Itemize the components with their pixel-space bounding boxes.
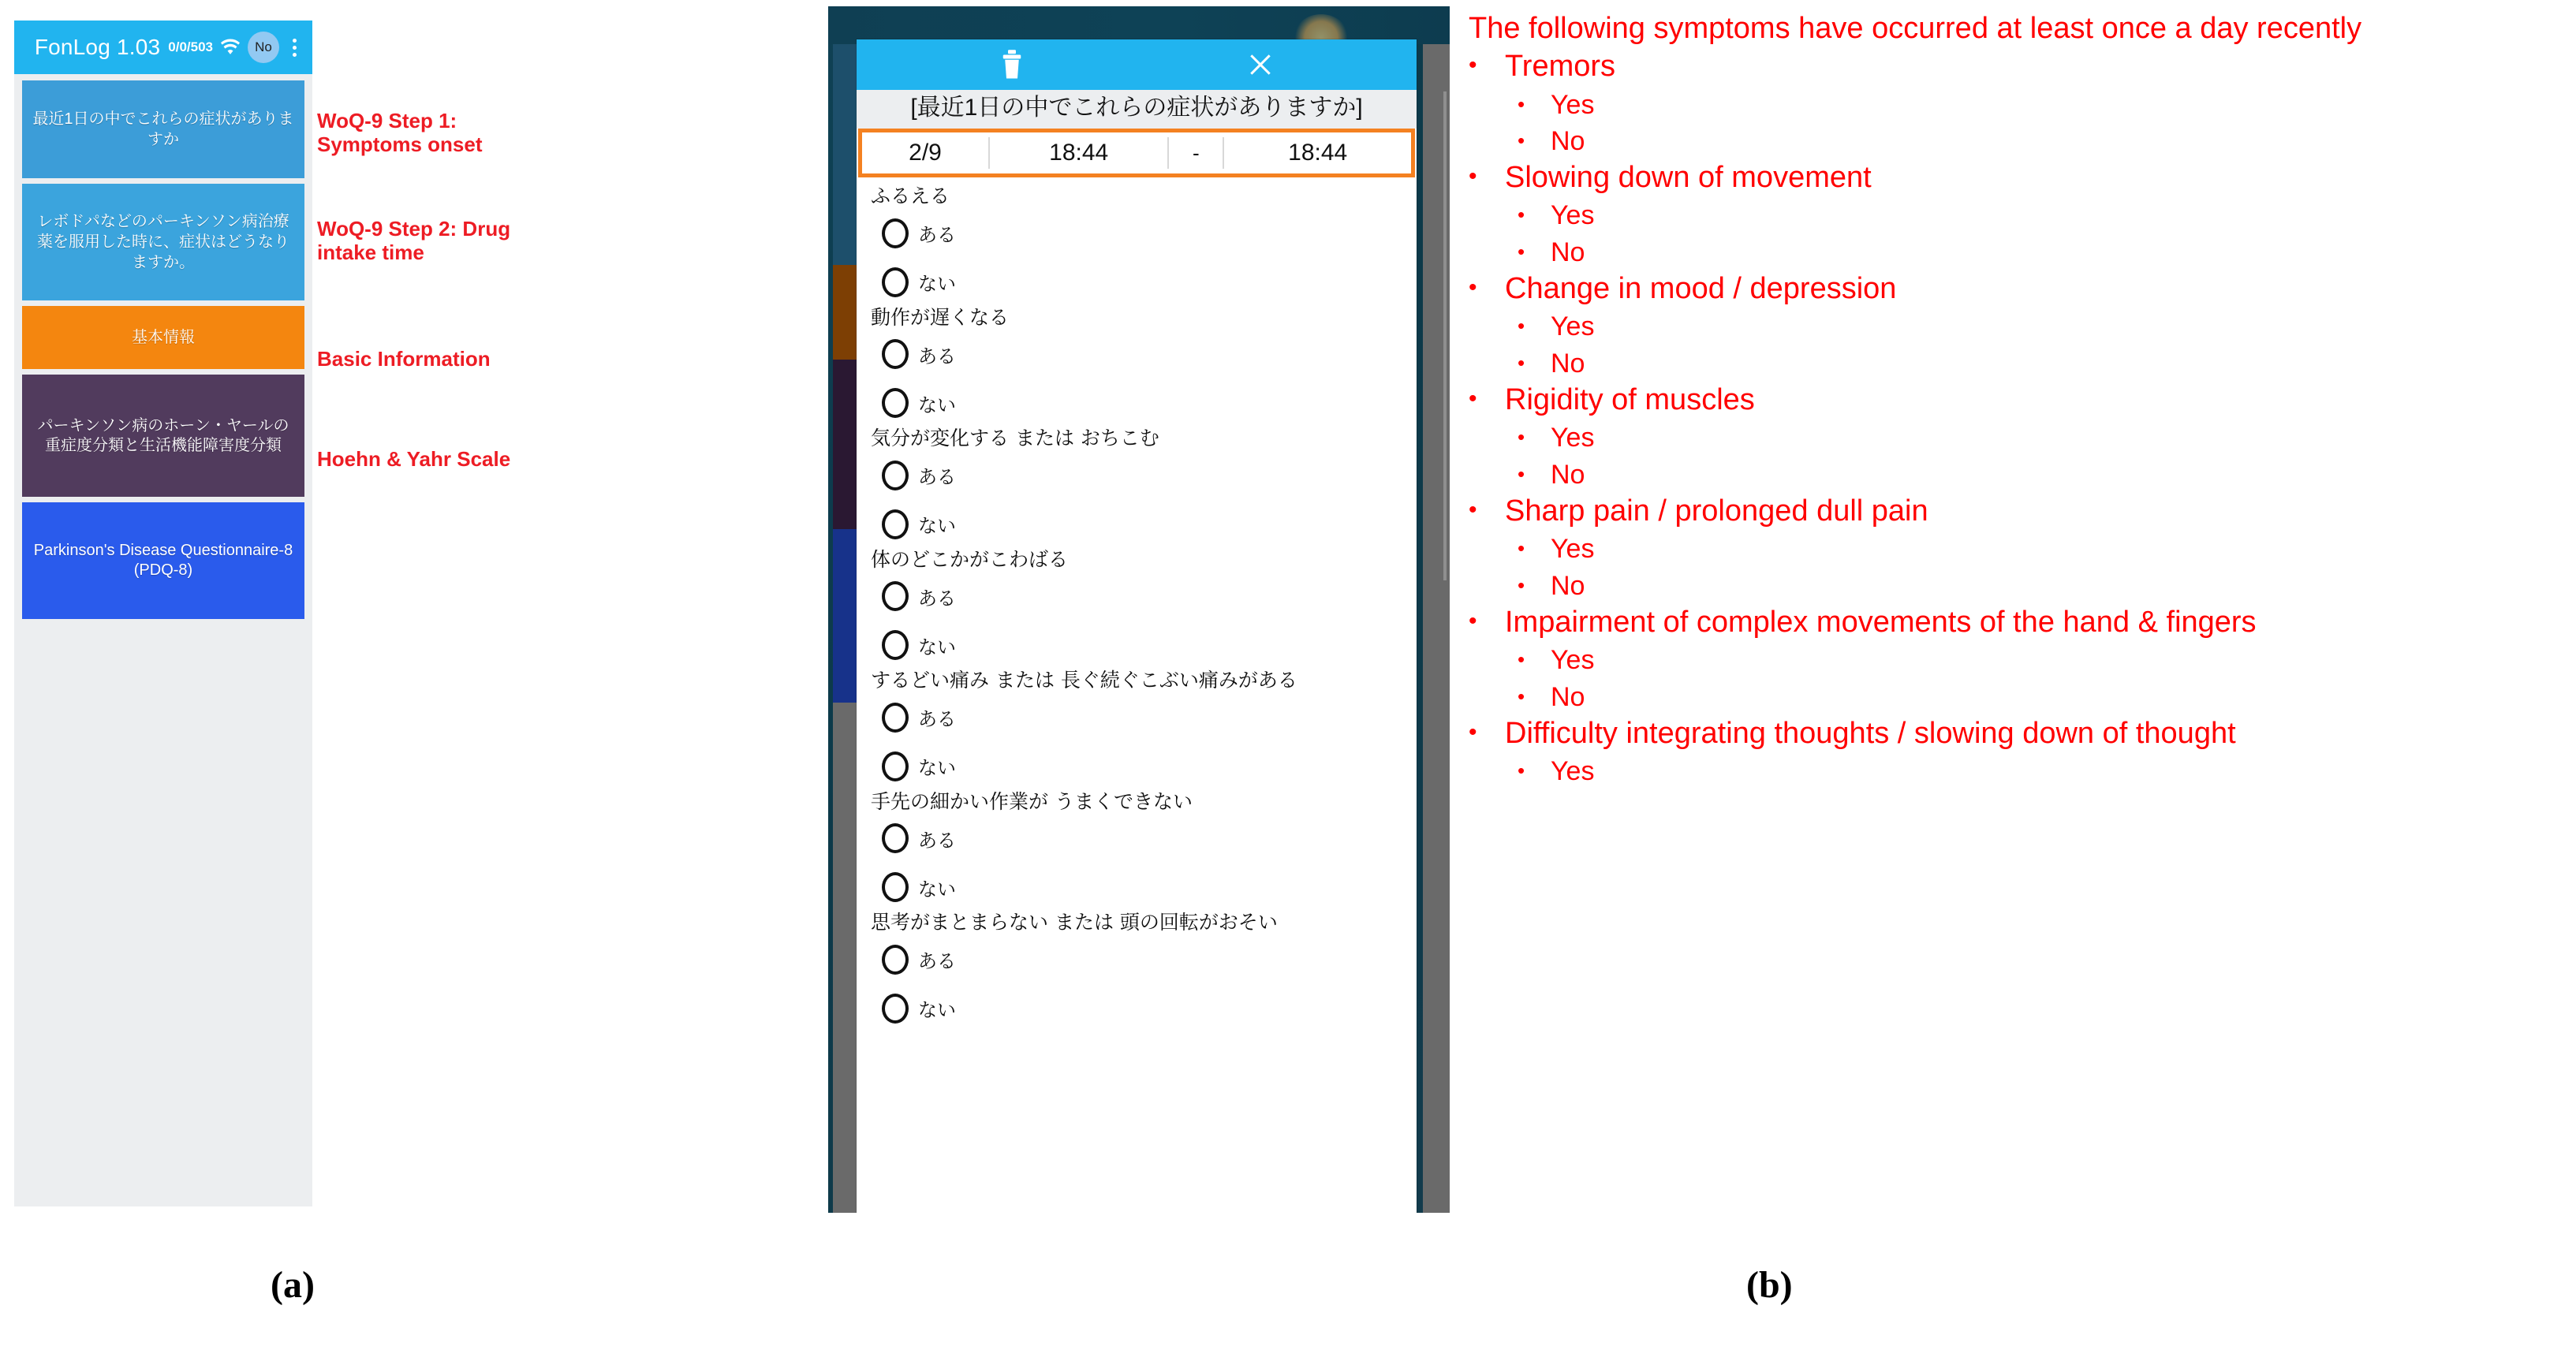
annotation-symptom-mood-depression — [1469, 271, 2567, 306]
strip-navy — [833, 529, 857, 703]
annotation-basic-information: Basic Information — [317, 347, 491, 371]
annotation-option — [1469, 682, 2567, 713]
radio-circle-icon[interactable] — [882, 388, 909, 418]
radio-option-label: ない — [918, 878, 956, 901]
radio-circle-icon[interactable] — [882, 267, 909, 297]
annotation-option-label: Yes — [1551, 756, 1595, 787]
radio-option[interactable] — [871, 572, 1417, 621]
annotation-option-label: No — [1551, 681, 1585, 712]
annotation-option-label: Yes — [1551, 423, 1595, 453]
bullet-glyph: • — [1518, 684, 1525, 708]
annotation-option — [1469, 571, 2567, 602]
bullet-glyph: • — [1518, 536, 1525, 561]
dialog-toolbar — [857, 39, 1417, 90]
panel-b-dialog-screenshot — [828, 6, 1450, 1213]
annotation-option — [1469, 311, 2567, 342]
radio-circle-icon[interactable] — [882, 461, 909, 490]
annotation-hoehn-yahr: Hoehn & Yahr Scale — [317, 447, 511, 471]
annotation-intro: The following symptoms have occurred at least once a day recently — [1469, 12, 2362, 45]
annotation-symptom-hand-fingers — [1469, 605, 2567, 640]
radio-option[interactable] — [871, 621, 1417, 669]
annotation-symptom-label: Difficulty integrating thoughts / slowing down of thought — [1505, 717, 2236, 751]
annotation-option — [1469, 349, 2567, 379]
annotation-option-label: Yes — [1551, 200, 1595, 231]
list-item-label: 最近1日の中でこれらの症状がありますか — [32, 110, 294, 148]
annotation-symptom-slowing-movement — [1469, 160, 2567, 195]
list-item-label: パーキンソン病のホーン・ヤールの重症度分類と生活機能障害度分類 — [37, 416, 289, 454]
question-label: 気分が変化する または おちこむ — [871, 427, 1159, 450]
bullet-glyph: • — [1518, 425, 1525, 449]
phone-frame-top — [828, 6, 1450, 44]
radio-circle-icon[interactable] — [882, 581, 909, 611]
list-item-label: 基本情報 — [132, 329, 195, 346]
radio-option[interactable] — [871, 863, 1417, 912]
annotation-symptom-tremors — [1469, 49, 2567, 84]
radio-circle-icon[interactable] — [882, 703, 909, 733]
question-label: ふるえる — [871, 185, 950, 208]
bullet-glyph: • — [1469, 52, 1477, 79]
list-item-label: レボドパなどのパーキンソン病治療薬を服用した時に、症状はどうなりますか。 — [37, 213, 289, 271]
annotation-option-label: Yes — [1551, 311, 1595, 342]
sync-status-chip[interactable] — [248, 32, 279, 63]
radio-option-label: ない — [918, 273, 956, 296]
annotation-option — [1469, 756, 2567, 787]
annotation-symptom-thought — [1469, 716, 2567, 751]
question-label: 思考がまとまらない または 頭の回転がおそい — [871, 911, 1278, 934]
bullet-glyph: • — [1518, 759, 1525, 783]
bullet-glyph: • — [1518, 350, 1525, 375]
symptom-question-list — [857, 177, 1417, 1033]
bullet-glyph: • — [1469, 274, 1477, 301]
radio-circle-icon[interactable] — [882, 945, 909, 975]
figure-caption-a: (a) — [271, 1264, 315, 1306]
annotation-option-label: No — [1551, 459, 1585, 490]
radio-circle-icon[interactable] — [882, 994, 909, 1024]
radio-circle-icon[interactable] — [882, 339, 909, 369]
radio-option[interactable] — [871, 330, 1417, 379]
figure-caption-b: (b) — [1746, 1264, 1793, 1306]
radio-option-label: ある — [918, 950, 956, 973]
scrollbar-thumb[interactable] — [1443, 91, 1447, 580]
annotation-option — [1469, 534, 2567, 565]
annotation-symptom-pain — [1469, 494, 2567, 528]
radio-option[interactable] — [871, 451, 1417, 500]
radio-option-label: ある — [918, 345, 956, 367]
bullet-glyph: • — [1469, 608, 1477, 635]
radio-circle-icon[interactable] — [882, 509, 909, 539]
close-x-icon[interactable] — [1247, 51, 1274, 78]
radio-circle-icon[interactable] — [882, 823, 909, 853]
annotation-option — [1469, 645, 2567, 676]
question-label: 体のどこかがこわばる — [871, 547, 1069, 571]
radio-option-label: ある — [918, 587, 956, 610]
radio-option[interactable] — [871, 258, 1417, 307]
questionnaire-list — [14, 74, 312, 619]
annotation-symptom-label: Change in mood / depression — [1505, 272, 1897, 306]
start-time-value[interactable]: 18:44 — [1049, 140, 1109, 166]
radio-option-label: ある — [918, 708, 956, 731]
kebab-menu-icon[interactable] — [286, 35, 303, 59]
radio-option-label: ない — [918, 393, 956, 416]
radio-option-label: ある — [918, 829, 956, 852]
annotation-symptom-label: Rigidity of muscles — [1505, 383, 1755, 417]
datetime-range-row[interactable] — [858, 129, 1415, 177]
strip-brown — [833, 265, 857, 360]
bullet-glyph: • — [1518, 91, 1525, 116]
radio-option[interactable] — [871, 693, 1417, 742]
radio-option[interactable] — [871, 379, 1417, 427]
bullet-glyph: • — [1518, 314, 1525, 338]
date-value[interactable]: 2/9 — [909, 140, 942, 166]
radio-option-label: ない — [918, 757, 956, 780]
app-bar — [14, 21, 312, 74]
scrollbar-track[interactable] — [1423, 44, 1450, 1213]
annotation-option-label: No — [1551, 348, 1585, 379]
question-label: 動作が遅くなる — [871, 305, 1010, 329]
symptom-entry-dialog — [857, 39, 1417, 1213]
annotation-symptom-label: Tremors — [1505, 50, 1616, 84]
question-label: するどい痛み または 長ぐ続ぐこぶい痛みがある — [871, 669, 1297, 692]
annotation-option-label: Yes — [1551, 89, 1595, 120]
wifi-icon — [220, 39, 248, 56]
time-range-separator: - — [1193, 140, 1200, 165]
bullet-glyph: • — [1518, 128, 1525, 152]
list-item-hoehn-yahr[interactable] — [22, 375, 304, 497]
annotation-option — [1469, 90, 2567, 121]
bullet-glyph: • — [1518, 239, 1525, 263]
radio-option[interactable] — [871, 209, 1417, 258]
annotation-symptom-rigidity — [1469, 382, 2567, 417]
annotation-woq9-step2: WoQ-9 Step 2: Drug intake time — [317, 217, 511, 265]
list-item-woq9-step2[interactable] — [22, 184, 304, 300]
radio-circle-icon[interactable] — [882, 630, 909, 660]
radio-circle-icon[interactable] — [882, 218, 909, 248]
bullet-glyph: • — [1469, 497, 1477, 524]
annotation-option-label: Yes — [1551, 645, 1595, 676]
annotation-option-label: No — [1551, 125, 1585, 156]
bullet-glyph: • — [1469, 386, 1477, 412]
background-color-strips — [833, 44, 857, 1213]
radio-option[interactable] — [871, 984, 1417, 1033]
bullet-glyph: • — [1518, 647, 1525, 672]
bullet-glyph: • — [1518, 572, 1525, 597]
radio-option[interactable] — [871, 500, 1417, 549]
annotation-woq9-step1: WoQ-9 Step 1: Symptoms onset — [317, 109, 483, 157]
panel-b-annotation-text — [1469, 11, 2567, 788]
radio-option-label: ある — [918, 466, 956, 489]
list-item-pdq8[interactable] — [22, 502, 304, 619]
radio-option-label: ない — [918, 515, 956, 538]
bullet-glyph: • — [1518, 461, 1525, 486]
annotation-option — [1469, 126, 2567, 157]
annotation-symptom-label: Sharp pain / prolonged dull pain — [1505, 494, 1928, 528]
app-title: FonLog 1.03 — [34, 35, 161, 59]
radio-circle-icon[interactable] — [882, 872, 909, 902]
annotation-symptom-label: Impairment of complex movements of the hand & fingers — [1505, 606, 2257, 640]
list-item-basic-information[interactable] — [22, 306, 304, 369]
strip-gray — [833, 703, 857, 1213]
panel-a-app-screenshot — [14, 21, 312, 1206]
strip-teal — [833, 44, 857, 265]
bullet-glyph: • — [1469, 719, 1477, 746]
sync-counter: 0/0/503 — [168, 39, 213, 54]
list-item-label: Parkinson's Disease Questionnaire-8 (PDQ-8) — [33, 542, 293, 579]
question-label: 手先の細かい作業が うまくできない — [871, 789, 1193, 813]
bullet-glyph: • — [1469, 163, 1477, 190]
sync-status-label: No — [255, 39, 272, 54]
annotation-option — [1469, 423, 2567, 453]
radio-option[interactable] — [871, 935, 1417, 984]
trash-icon[interactable] — [1000, 50, 1024, 80]
radio-option[interactable] — [871, 742, 1417, 791]
strip-purple — [833, 360, 857, 529]
annotation-option-label: No — [1551, 570, 1585, 601]
dialog-title: [最近1日の中でこれらの症状がありますか] — [857, 90, 1417, 129]
end-time-value[interactable]: 18:44 — [1288, 140, 1348, 166]
annotation-option — [1469, 460, 2567, 490]
list-item-woq9-step1[interactable] — [22, 80, 304, 178]
radio-circle-icon[interactable] — [882, 751, 909, 781]
annotation-option-label: No — [1551, 237, 1585, 267]
annotation-option — [1469, 237, 2567, 268]
bullet-glyph: • — [1518, 203, 1525, 227]
annotation-option-label: Yes — [1551, 534, 1595, 565]
radio-option-label: ない — [918, 636, 956, 658]
radio-option[interactable] — [871, 814, 1417, 863]
annotation-option — [1469, 200, 2567, 231]
radio-option-label: ある — [918, 224, 956, 247]
radio-option-label: ない — [918, 999, 956, 1022]
annotation-symptom-label: Slowing down of movement — [1505, 161, 1872, 195]
